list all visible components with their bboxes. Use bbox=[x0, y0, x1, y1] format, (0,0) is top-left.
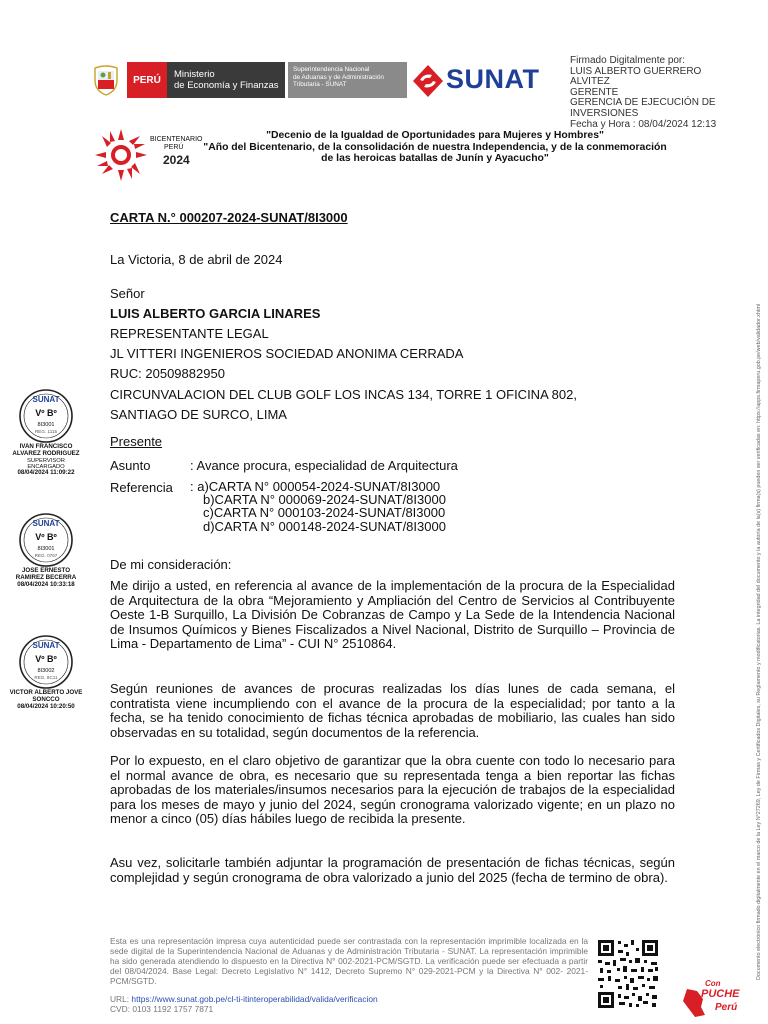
sunat-sub-line3: Tributaria - SUNAT bbox=[293, 81, 347, 89]
sig-line4: GERENTE bbox=[570, 86, 619, 98]
vb-stamp-icon bbox=[18, 512, 74, 568]
decenio-header bbox=[200, 130, 670, 165]
verification-link[interactable]: https://www.sunat.gob.pe/cl-ti-itinteroperabilidad/valida/verificacion bbox=[131, 994, 378, 1004]
ruc: RUC: 20509882950 bbox=[110, 366, 225, 381]
sig-line2: LUIS ALBERTO GUERRERO bbox=[570, 65, 702, 77]
presente: Presente bbox=[110, 434, 163, 449]
paragraph-4: Asu vez, solicitarle también adjuntar la programación de presentación de fichas técnicas, según complejidad y según cronograma de obra valorizado a junio del 2025 (fecha de termino de obra). bbox=[110, 855, 675, 885]
approval-stamp-2 bbox=[6, 512, 86, 588]
stamp-reg: REG. 0767 bbox=[34, 553, 58, 558]
sig-line7: Fecha y Hora : 08/04/2024 12:13 bbox=[570, 118, 717, 130]
vb-stamp-icon bbox=[18, 634, 74, 690]
company-name: JL VITTERI INGENIEROS SOCIEDAD ANONIMA CERRADA bbox=[110, 346, 464, 361]
sig-line5: GERENCIA DE EJECUCIÓN DE bbox=[570, 97, 716, 109]
stamp-role-2: ENCARGADO bbox=[27, 464, 65, 470]
stamp-code: 8I3001 bbox=[37, 422, 55, 428]
stamp-name-1: IVAN FRANCISCO bbox=[19, 443, 73, 450]
digital-signature-block bbox=[570, 56, 760, 130]
stamp-brand: SUNAT bbox=[32, 395, 60, 404]
stamp-reg: REG. 8C11 bbox=[34, 675, 58, 680]
bicentenario-text bbox=[150, 136, 203, 152]
sig-line6: INVERSIONES bbox=[570, 107, 639, 119]
stamp-brand: SUNAT bbox=[32, 641, 60, 650]
salutation: Señor bbox=[110, 286, 145, 301]
con-puche-peru-logo bbox=[681, 977, 753, 1021]
stamp-reg: REG. 1115 bbox=[34, 429, 58, 434]
ministry-line1: Ministerio bbox=[174, 69, 215, 80]
stamp-name-2: RAMIREZ BECERRA bbox=[15, 573, 77, 581]
place-date: La Victoria, 8 de abril de 2024 bbox=[110, 252, 283, 267]
bicentenario-line1: BICENTENARIO bbox=[150, 136, 203, 143]
ref-item-a: : a)CARTA N° 000054-2024-SUNAT/8I3000 bbox=[190, 479, 441, 494]
asunto-label: Asunto bbox=[110, 458, 151, 473]
bicentenario-sun-icon bbox=[92, 126, 150, 184]
carta-number: CARTA N.° 000207-2024-SUNAT/8I3000 bbox=[110, 210, 348, 225]
sunat-sub-line1: Superintendencia Nacional bbox=[293, 66, 370, 73]
sig-line3: ALVITEZ bbox=[570, 76, 610, 88]
bicentenario-line2: PERÚ bbox=[164, 144, 184, 151]
conpuche-line2: PUCHE bbox=[701, 988, 740, 1000]
sig-line1: Firmado Digitalmente por: bbox=[570, 55, 686, 66]
sunat-sub-line2: de Aduanas y de Administración bbox=[293, 73, 384, 81]
referencia-list bbox=[190, 480, 446, 533]
footer-url-line bbox=[110, 994, 378, 1004]
peru-brand-box: PERÚ bbox=[127, 62, 167, 98]
side-legal-note: Documento electrónico firmado digitalmente en el marco de la Ley N°27269, Ley de Firmas y Certificados Digitales, su Reglamento y modificatorias. La integridad del documento y la autoría de la(s) firma(s) pueden ser verificadas en: https://apps.firmaperu.gob.pe/web/validador.xhtml bbox=[756, 303, 762, 980]
address-line2: SANTIAGO DE SURCO, LIMA bbox=[110, 407, 287, 422]
stamp-name-1: JOSE ERNESTO bbox=[21, 567, 71, 574]
conpuche-line3: Perú bbox=[715, 1002, 738, 1013]
stamp-name-2: ALVAREZ RODRIGUEZ bbox=[12, 449, 80, 457]
stamp-date: 08/04/2024 11:09:22 bbox=[17, 469, 75, 477]
ministry-line2: de Economía y Finanzas bbox=[174, 80, 279, 91]
referencia-label: Referencia bbox=[110, 480, 173, 495]
stamp-date: 08/04/2024 10:33:18 bbox=[17, 580, 75, 588]
ref-item-c: c)CARTA N° 000103-2024-SUNAT/8I3000 bbox=[203, 505, 446, 521]
footer-cvd: CVD: 0103 1192 1757 7871 bbox=[110, 1004, 214, 1014]
sunat-institution-box bbox=[288, 62, 407, 98]
qr-code-icon[interactable] bbox=[596, 938, 660, 1010]
address-line1: CIRCUNVALACION DEL CLUB GOLF LOS INCAS 134, TORRE 1 OFICINA 802, bbox=[110, 387, 577, 402]
footer-url-label: URL: bbox=[110, 994, 130, 1004]
stamp-date: 08/04/2024 10:20:50 bbox=[17, 702, 75, 710]
asunto-value: : Avance procura, especialidad de Arquitectura bbox=[190, 458, 458, 473]
greeting: De mi consideración: bbox=[110, 557, 232, 572]
ministry-brand-box bbox=[167, 62, 285, 98]
stamp-name-2: SONCCO bbox=[32, 695, 60, 703]
sunat-logo-text: SUNAT bbox=[446, 64, 540, 94]
recipient-role: REPRESENTANTE LEGAL bbox=[110, 326, 269, 341]
decenio-line3: de las heroicas batallas de Junín y Ayacucho" bbox=[321, 153, 549, 164]
stamp-code: 8I3001 bbox=[37, 546, 55, 552]
conpuche-line1: Con bbox=[705, 979, 721, 988]
stamp-vb: Vº Bº bbox=[35, 654, 57, 664]
approval-stamp-3 bbox=[6, 634, 86, 710]
decenio-line2: "Año del Bicentenario, de la consolidación de nuestra Independencia, y de la conmemoración bbox=[203, 141, 667, 153]
footer-authenticity-notice: Esta es una representación impresa cuya autenticidad puede ser contrastada con la representación imprimible localizada en la sede digital de la Superintendencia Nacional de Aduanas y de Administración Tributaria - SUNAT. La representación imprimible ha sido generada atendiendo lo dispuesto en la Directiva N° 002-2021-PCM/SGTD. La verificación puede ser efectuada a partir del 08/04/2024. Base Legal: Decreto Legislativo N° 1412, Decreto Supremo N° 029-2021-PCM y la Directiva N° 002- 2021-PCM/SGTD. bbox=[110, 936, 588, 986]
stamp-code: 8I3002 bbox=[37, 668, 55, 674]
approval-stamp-1 bbox=[6, 388, 86, 477]
decenio-line1: "Decenio de la Igualdad de Oportunidades para Mujeres y Hombres" bbox=[266, 130, 604, 141]
vb-stamp-icon bbox=[18, 388, 74, 444]
bicentenario-year: 2024 bbox=[163, 153, 190, 167]
stamp-vb: Vº Bº bbox=[35, 408, 57, 418]
paragraph-2: Según reuniones de avances de procuras realizadas los días lunes de cada semana, el contratista viene incumpliendo con el avance de la procura de la especialidad; por tanto a la fecha, se ha tenido conocimiento de fichas técnica aprobadas de mobiliario, las cuales han sido observadas en su totalidad, según documentos de la referencia. bbox=[110, 681, 675, 740]
stamp-brand: SUNAT bbox=[32, 519, 60, 528]
ref-item-b: b)CARTA N° 000069-2024-SUNAT/8I3000 bbox=[203, 492, 446, 508]
peru-coat-of-arms-icon bbox=[92, 64, 120, 96]
sunat-logo-icon bbox=[411, 63, 445, 99]
recipient-name: LUIS ALBERTO GARCIA LINARES bbox=[110, 306, 321, 321]
stamp-vb: Vº Bº bbox=[35, 532, 57, 542]
ref-item-d: d)CARTA N° 000148-2024-SUNAT/8I3000 bbox=[203, 518, 446, 534]
stamp-role-1: SUPERVISOR bbox=[27, 457, 65, 464]
paragraph-3: Por lo expuesto, en el claro objetivo de garantizar que la obra cuente con todo lo necesario para el normal avance de obra, es necesario que su representada tenga a bien reportar las fichas aprobadas de los materiales/insumos necesarios para la ejecución de trabajos de la especialidad para los meses de mayo y junio del 2024, según cronograma valorizado vigente; en un plazo no menor a cinco (05) días hábiles luego de recibida la presente. bbox=[110, 753, 675, 827]
stamp-name-1: VICTOR ALBERTO JOVE bbox=[9, 689, 83, 696]
paragraph-1: Me dirijo a usted, en referencia al avance de la implementación de la procura de la Especialidad de Arquitectura de la obra “Mejoramiento y Ampliación del Centro de Servicios al Contribuyente Oeste 1-B Surquillo, La División De Cobranzas de Campo y La Sede de la Intendencia Nacional de Insumos Químicos y Bienes Fiscalizados a Nivel Nacional, Distrito de Surquillo – Provincia de Lima - Departamento de Lima” - CUI N° 2510864. bbox=[110, 578, 675, 652]
